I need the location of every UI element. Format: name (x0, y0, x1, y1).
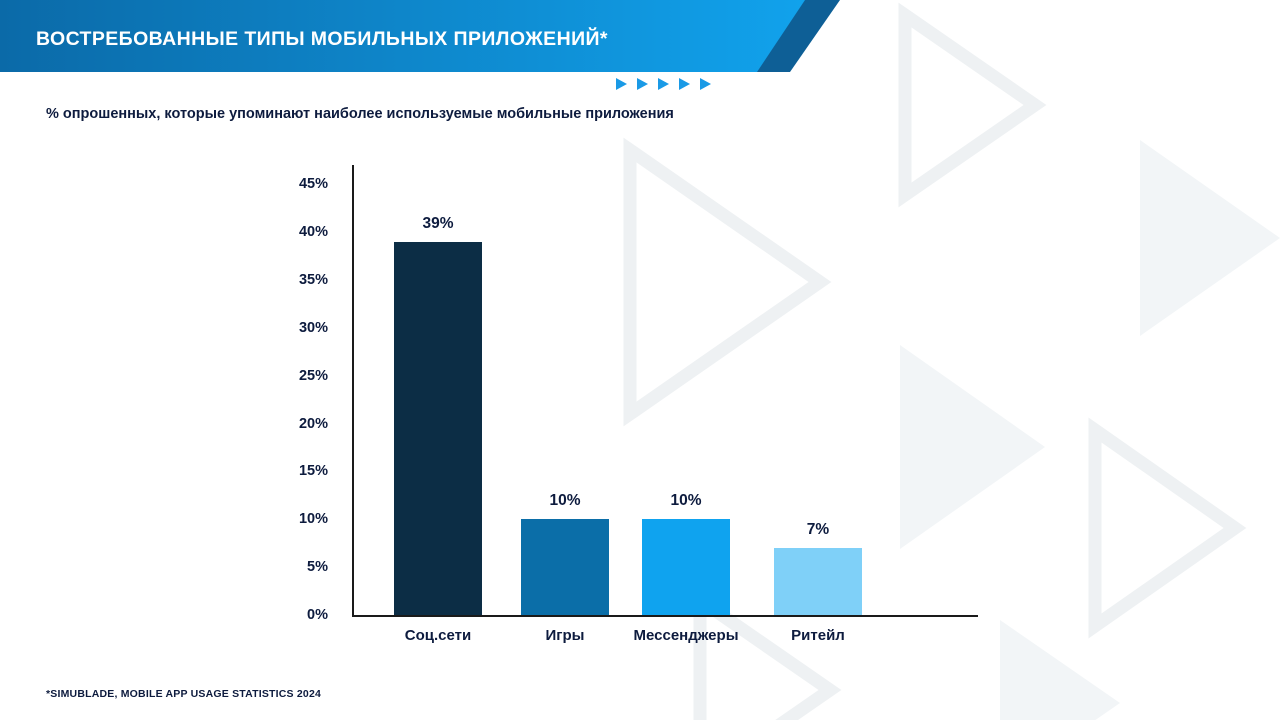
page-title: ВОСТРЕБОВАННЫЕ ТИПЫ МОБИЛЬНЫХ ПРИЛОЖЕНИЙ* (36, 28, 608, 50)
arrow-right-icon (658, 78, 669, 90)
x-axis-label: Игры (545, 627, 585, 644)
bar-value-label: 7% (806, 520, 830, 538)
arrow-accent-row (616, 78, 711, 90)
arrow-right-icon (700, 78, 711, 90)
y-axis-label: 20% (298, 415, 328, 432)
bar-value-label: 10% (549, 492, 581, 510)
x-axis-label: Соц.сети (404, 627, 472, 644)
bar-value-label: 10% (670, 492, 702, 510)
x-axis-label: Ритейл (791, 627, 845, 644)
x-axis-label: Мессенджеры (633, 627, 739, 644)
y-axis-label: 45% (298, 176, 328, 193)
bar-3 (642, 519, 730, 615)
arrow-right-icon (637, 78, 648, 90)
bar-chart (280, 165, 980, 644)
y-axis-label: 25% (298, 367, 328, 384)
bar-value-label: 39% (422, 214, 454, 232)
y-axis-label: 30% (298, 319, 328, 336)
y-axis-label: 15% (298, 463, 328, 480)
bar-1 (394, 242, 482, 615)
y-axis-label: 10% (298, 511, 328, 528)
y-axis-label: 35% (298, 271, 328, 288)
bar-4 (774, 548, 862, 615)
y-axis-label: 0% (307, 607, 328, 623)
bar-2 (521, 519, 609, 615)
y-axis-label: 5% (307, 559, 328, 576)
arrow-right-icon (616, 78, 627, 90)
source-footnote: *SIMUBLADE, MOBILE APP USAGE STATISTICS 2024 (46, 688, 322, 700)
header-banner (0, 0, 840, 72)
chart-subtitle: % опрошенных, которые упоминают наиболее используемые мобильные приложения (46, 106, 674, 122)
y-axis-label: 40% (298, 224, 328, 241)
y-axis-tick-labels (280, 165, 328, 623)
arrow-right-icon (679, 78, 690, 90)
x-axis-line (352, 615, 978, 617)
plot-area (354, 165, 978, 615)
